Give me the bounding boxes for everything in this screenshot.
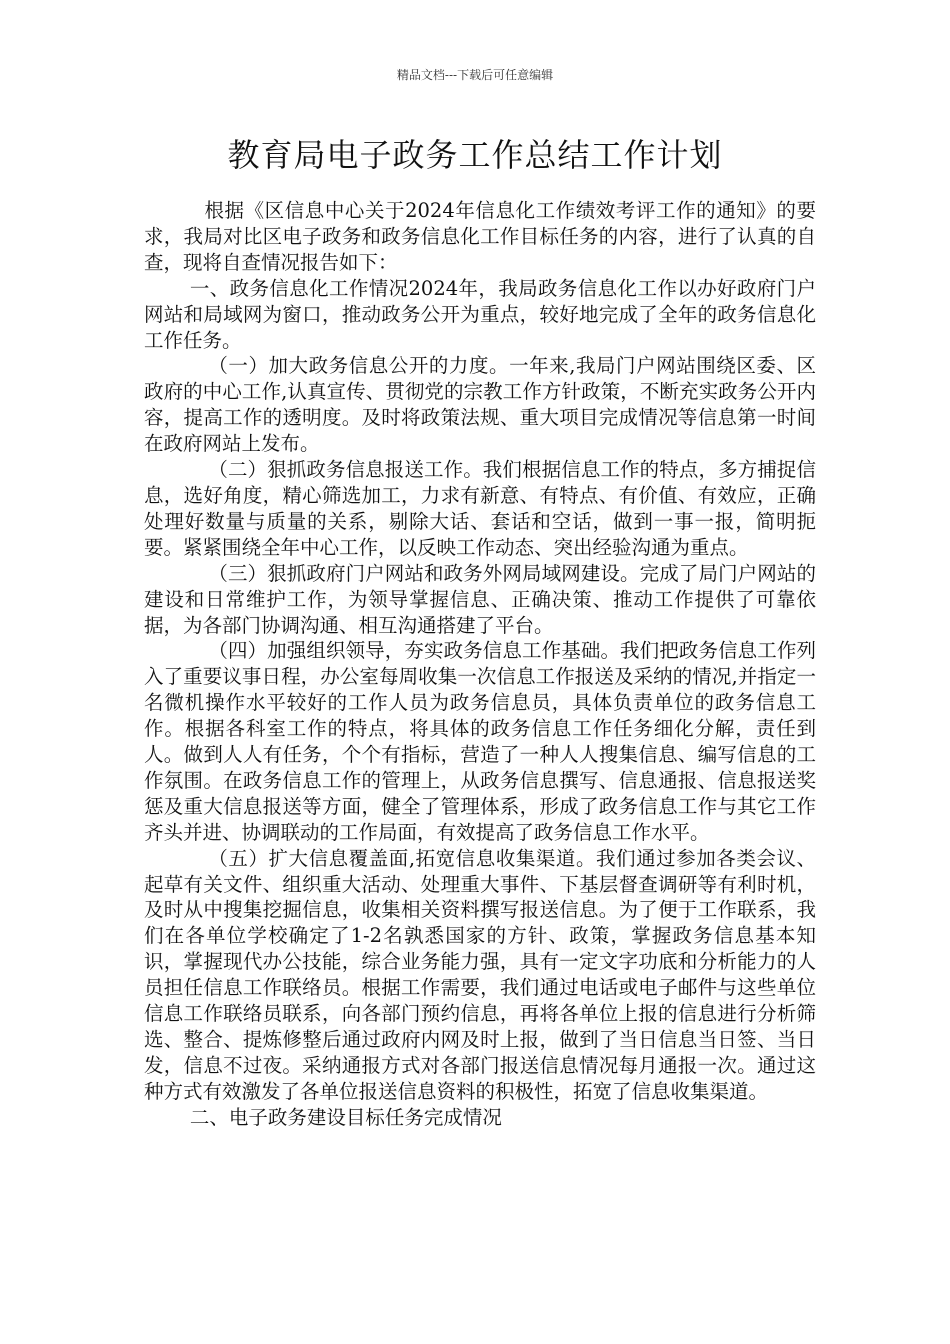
paragraph-item-2: （二）狠抓政务信息报送工作。我们根据信息工作的特点，多方捕捉信息，选好角度，精心筛选加工，力求有新意、有特点、有价值、有效应，正确处理好数量与质量的关系，剔除大话、套话和空话，做到一事一报，简明扼要。紧紧围绕全年中心工作，以反映工作动态、突出经验沟通为重点。 xyxy=(144,458,816,559)
page-header-note: 精品文档---下载后可任意编辑 xyxy=(396,68,554,82)
paragraph-item-4: （四）加强组织领导，夯实政务信息工作基础。我们把政务信息工作列入了重要议事日程，办公室每周收集一次信息工作报送及采纳的情况,并指定一名微机操作水平较好的工作人员为政务信息员，具体负责单位的政务信息工作。根据各科室工作的特点，将具体的政务信息工作任务细化分解，责任到人。做到人人有任务，个个有指标，营造了一种人人搜集信息、编写信息的工作氛围。在政务信息工作的管理上，从政务信息撰写、信息通报、信息报送奖惩及重大信息报送等方面，健全了管理体系，形成了政务信息工作与其它工作齐头并进、协调联动的工作局面，有效提高了政务信息工作水平。 xyxy=(144,639,816,844)
paragraph-item-1: （一）加大政务信息公开的力度。一年来,我局门户网站围绕区委、区政府的中心工作,认真宣传、贯彻党的宗教工作方针政策，不断充实政务公开内容，提高工作的透明度。及时将政策法规、重大项目完成情况等信息第一时间在政府网站上发布。 xyxy=(144,354,816,456)
document-title: 教育局电子政务工作总结工作计划 xyxy=(227,136,723,174)
document-body xyxy=(144,198,816,1131)
paragraph-item-3: （三）狠抓政府门户网站和政务外网局域网建设。完成了局门户网站的建设和日常维护工作，为领导掌握信息、正确决策、推动工作提供了可靠依据，为各部门协调沟通、相互沟通搭建了平台。 xyxy=(144,561,816,637)
paragraph-section-2: 二、电子政务建设目标任务完成情况 xyxy=(189,1105,502,1129)
paragraph-section-1: 一、政务信息化工作情况2024年，我局政务信息化工作以办好政府门户网站和局域网为窗口，推动政务公开为重点，较好地完成了全年的政务信息化工作任务。 xyxy=(144,276,816,352)
paragraph-item-5: （五）扩大信息覆盖面,拓宽信息收集渠道。我们通过参加各类会议、起草有关文件、组织重大活动、处理重大事件、下基层督查调研等有利时机，及时从中搜集挖掘信息，收集相关资料撰写报送信息。为了便于工作联系，我们在各单位学校确定了1-2名孰悉国家的方针、政策，掌握政务信息基本知识，掌握现代办公技能，综合业务能力强，具有一定文字功底和分析能力的人员担任信息工作联络员。根据工作需要，我们通过电话或电子邮件与这些单位信息工作联络员联系，向各部门预约信息，再将各单位上报的信息进行分析筛选、整合、提炼修整后通过政府内网及时上报，做到了当日信息当日签、当日发，信息不过夜。采纳通报方式对各部门报送信息情况每月通报一次。通过这种方式有效激发了各单位报送信息资料的积极性，拓宽了信息收集渠道。 xyxy=(144,846,816,1103)
paragraph-intro: 根据《区信息中心关于2024年信息化工作绩效考评工作的通知》的要求，我局对比区电子政务和政务信息化工作目标任务的内容，进行了认真的自查，现将自查情况报告如下： xyxy=(144,199,816,274)
